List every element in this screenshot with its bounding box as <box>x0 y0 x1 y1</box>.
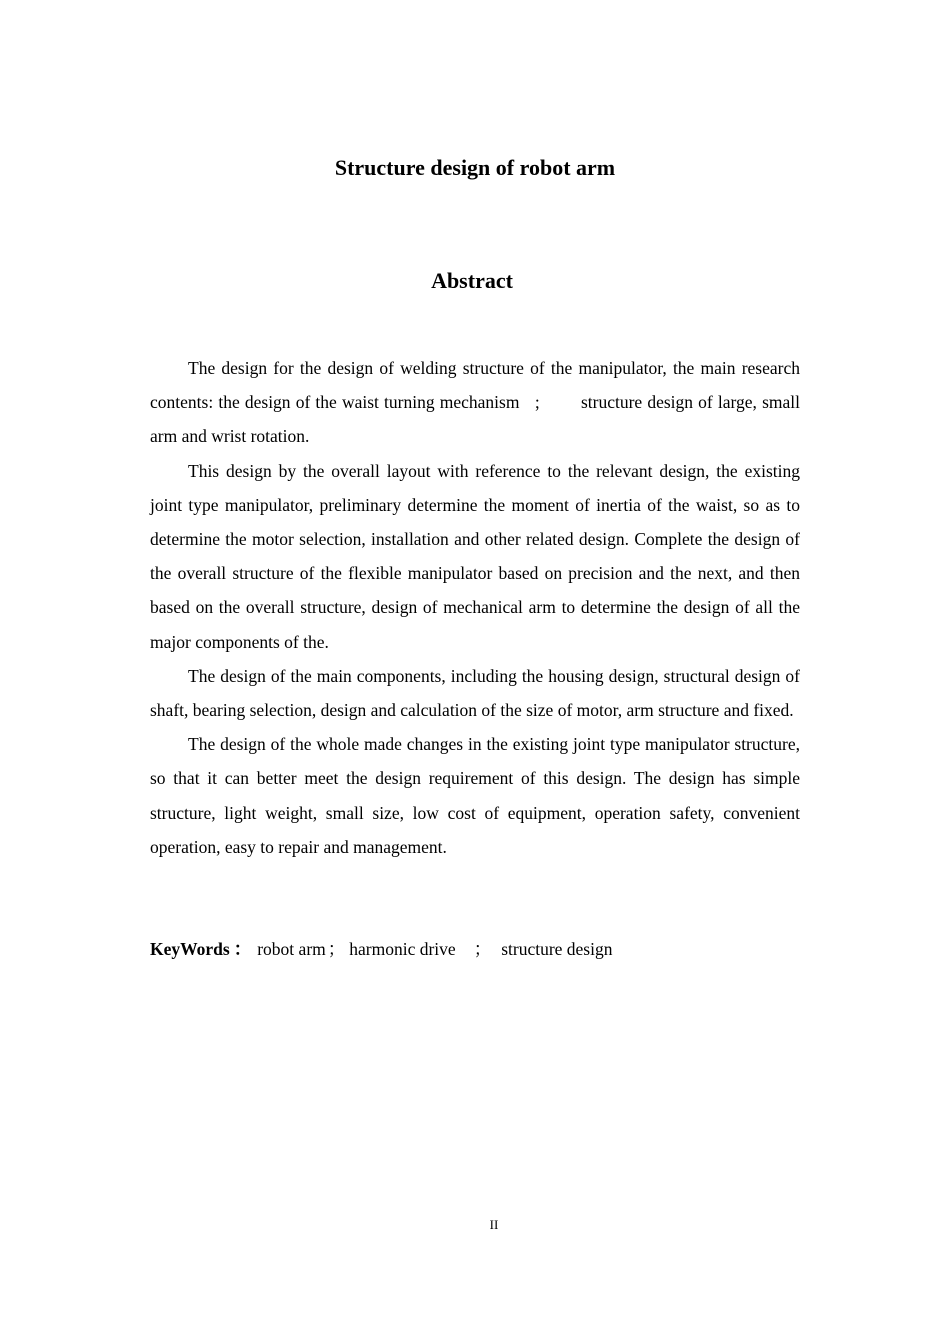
abstract-paragraph-1: The design for the design of welding structure of the manipulator, the main research contents: the design of the waist turning mechanism ; structure design of large, small arm and wrist rotation. <box>150 358 800 447</box>
keyword-item: robot arm <box>257 939 326 959</box>
document-title: Structure design of robot arm <box>334 155 616 180</box>
keyword-item: harmonic drive <box>349 939 456 959</box>
abstract-body <box>150 351 800 864</box>
abstract-paragraph-4: The design of the whole made changes in the existing joint type manipulator structure, so that it can better meet the design requirement of this design. The design has simple structure, light weight, small size, low cost of equipment, operation safety, convenient operation, easy to repair and management. <box>150 734 800 857</box>
keywords-line <box>150 932 800 966</box>
keyword-separator: ； <box>473 939 492 959</box>
page-number: II <box>489 1217 499 1232</box>
abstract-heading: Abstract <box>431 268 513 293</box>
keyword-separator: ； <box>327 939 346 959</box>
keywords-label: KeyWords <box>150 939 230 959</box>
keywords-colon: ： <box>233 939 252 959</box>
abstract-paragraph-2: This design by the overall layout with reference to the relevant design, the existing joint type manipulator, preliminary determine the moment of inertia of the waist, so as to determine the motor selection, installation and other related design. Complete the design of the overall structure of the flexible manipulator based on precision and the next, and then based on the overall structure, design of mechanical arm to determine the design of all the major components of the. <box>150 460 800 652</box>
keyword-item: structure design <box>501 939 613 959</box>
abstract-paragraph-3: The design of the main components, including the housing design, structural design of shaft, bearing selection, design and calculation of the size of motor, arm structure and fixed. <box>150 665 800 721</box>
